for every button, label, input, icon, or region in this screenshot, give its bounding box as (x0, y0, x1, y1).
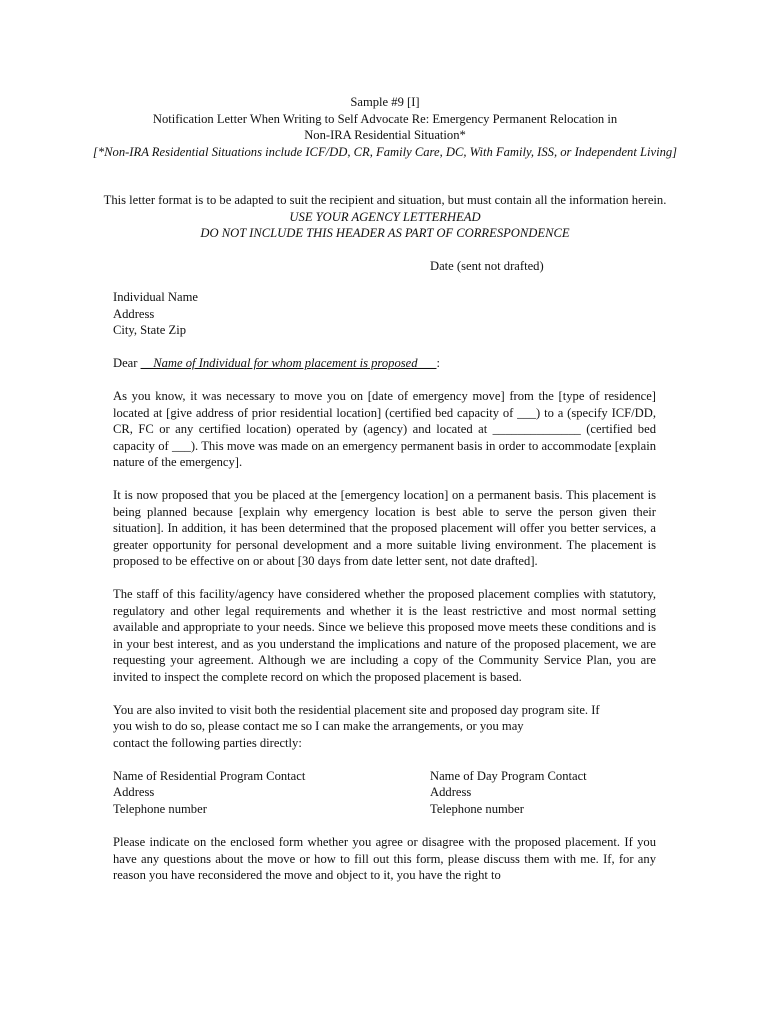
contacts-block (113, 768, 656, 818)
salutation-suffix: : (436, 356, 440, 370)
visit-line-3: contact the following parties directly: (113, 735, 302, 750)
recipient-address-block (113, 289, 656, 339)
paragraph-visit-invitation (113, 702, 656, 752)
residential-contact (113, 768, 305, 818)
letter-title: Notification Letter When Writing to Self Advocate Re: Emergency Permanent Relocation in (152, 111, 618, 126)
format-instruction: This letter format is to be adapted to suit the recipient and situation, but must contain all the information herein. (103, 193, 667, 207)
footnote-note: [*Non-IRA Residential Situations include ICF/DD, CR, Family Care, DC, With Family, ISS, or Independent Living] (92, 144, 678, 159)
letterhead-instruction: USE YOUR AGENCY LETTERHEAD (289, 209, 481, 224)
visit-line-1: You are also invited to visit both the residential placement site and proposed day program site. If (113, 702, 600, 717)
salutation-prefix: Dear (113, 356, 141, 370)
day-program-contact (430, 768, 587, 818)
recipient-address: Address (113, 306, 155, 321)
paragraph-emergency-move: As you know, it was necessary to move you on [date of emergency move] from the [type of residence] located at [give address of prior residential location] (certified bed capacity of ___) to a (specify ICF/DD, CR, FC or any certified location) operated by (agency) and located at ______________ (certified bed capacity of ___). This move was made on an emergency permanent basis in order to accommodate [explain nature of the emergency]. (113, 389, 656, 469)
residential-contact-phone: Telephone number (113, 801, 207, 816)
recipient-name: Individual Name (113, 290, 198, 304)
day-contact-phone: Telephone number (430, 801, 524, 816)
paragraph-staff-consideration: The staff of this facility/agency have considered whether the proposed placement complies with statutory, regulatory and other legal requirements and whether it is the least restrictive and most normal setting available and appropriate to your needs. Since we believe this proposed move meets these conditions and is in your best interest, and as you understand the implications and nature of the proposed placement, we are requesting your agreement. Although we are including a copy of the Community Service Plan, you are invited to inspect the complete record on which the proposed placement is based. (113, 587, 656, 684)
letter-header (40, 94, 730, 160)
residential-contact-name: Name of Residential Program Contact (113, 768, 306, 783)
sample-number: Sample #9 [I] (350, 95, 420, 109)
salutation-name-placeholder: __Name of Individual for whom placement is proposed___ (140, 356, 437, 370)
salutation (113, 355, 656, 372)
paragraph-form-instructions: Please indicate on the enclosed form whether you agree or disagree with the proposed placement. If you have any questions about the move or how to fill out this form, please discuss them with me. If, for any reason you have reconsidered the move and object to it, you have the right to (113, 835, 656, 882)
day-contact-name: Name of Day Program Contact (430, 768, 587, 783)
paragraph-proposed-placement: It is now proposed that you be placed at the [emergency location] on a permanent basis. This placement is being planned because [explain why emergency location is best able to serve the person given their situation]. In addition, it has been determined that the proposed placement will offer you better services, a greater opportunity for personal development and a more suitable living environment. The placement is proposed to be effective on or about [30 days from date letter sent, not date drafted]. (113, 488, 656, 568)
instructions-block (40, 192, 730, 242)
visit-line-2: you wish to do so, please contact me so I can make the arrangements, or you may (113, 719, 524, 733)
header-exclusion-instruction: DO NOT INCLUDE THIS HEADER AS PART OF CORRESPONDENCE (200, 226, 570, 240)
residential-contact-address: Address (113, 785, 155, 799)
letter-title-continued: Non-IRA Residential Situation* (304, 128, 466, 142)
letter-body (113, 289, 656, 884)
letter-date: Date (sent not drafted) (430, 259, 544, 273)
day-contact-address: Address (430, 785, 472, 799)
recipient-city: City, State Zip (113, 323, 186, 337)
